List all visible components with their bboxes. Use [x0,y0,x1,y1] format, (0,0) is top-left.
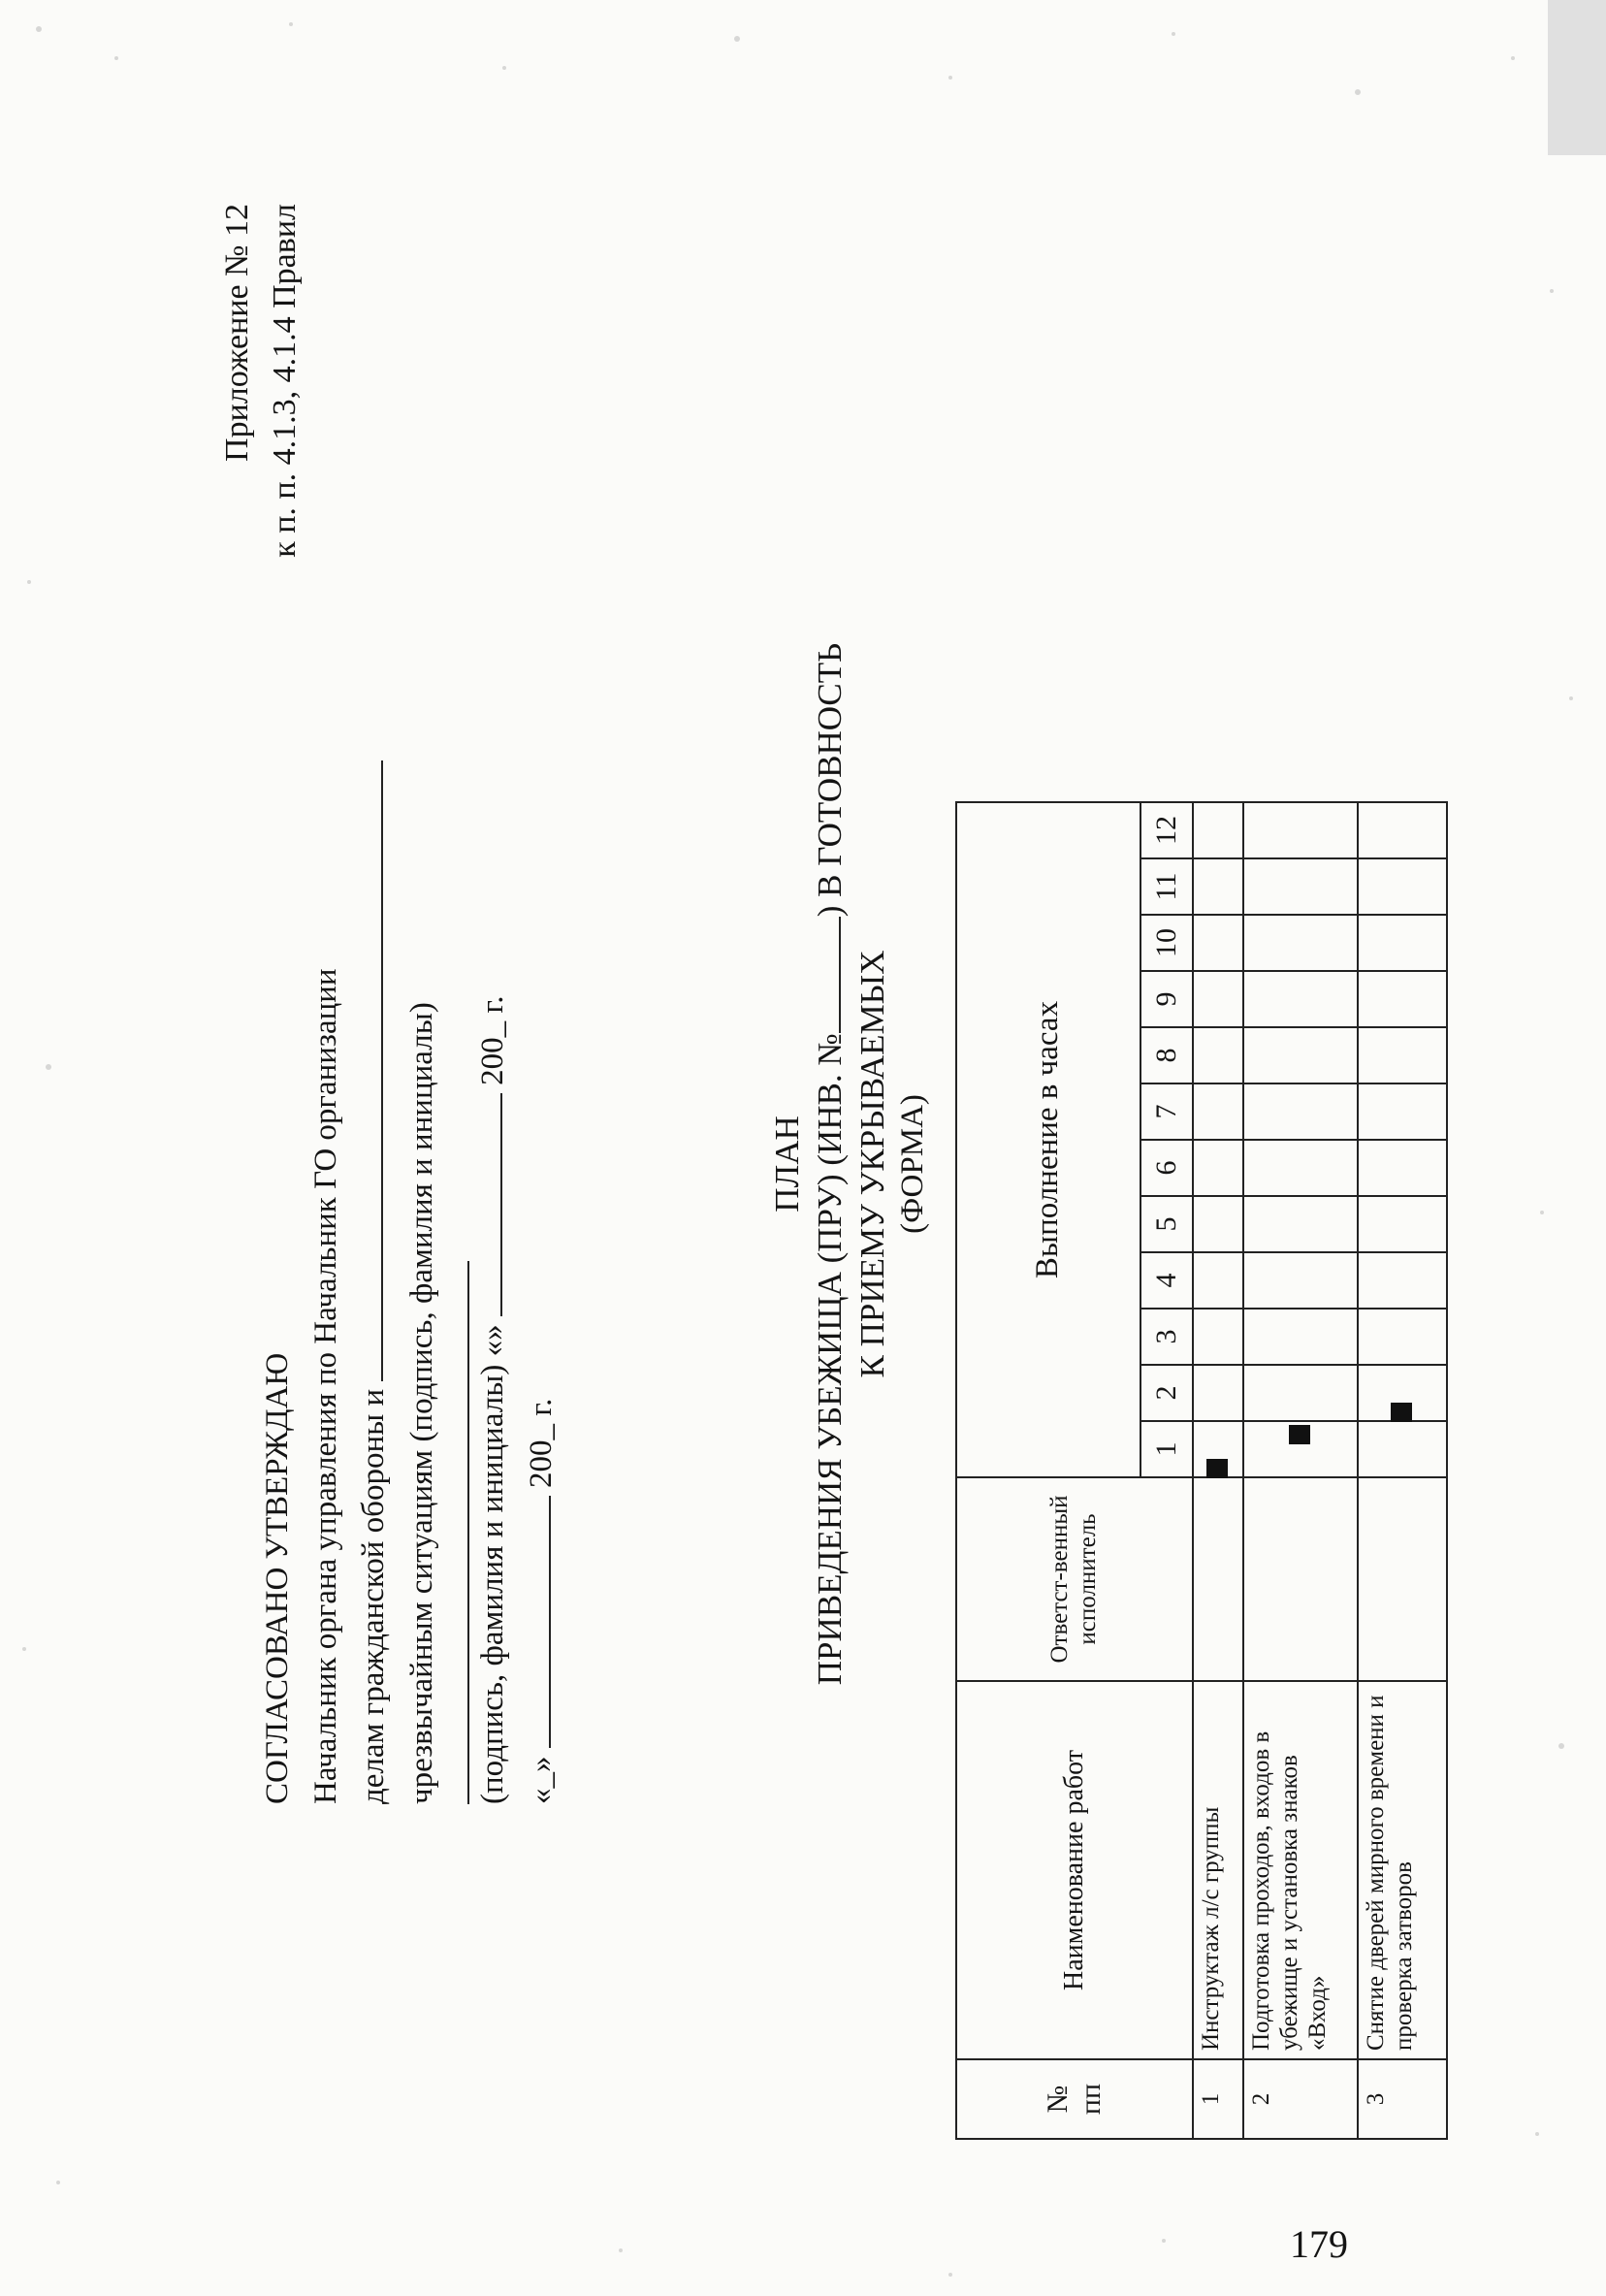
hour-slot [1358,802,1447,858]
hour-cell: 6 [1140,1140,1193,1196]
row-work-name: Подготовка проходов, входов в убежище и установка знаков «Вход» [1243,1681,1358,2059]
approval-line-3: чрезвычайным ситуациям (подпись, фамилия и инициалы) [403,1002,439,1804]
hour-slot [1358,1140,1447,1196]
hour-slot [1193,1252,1243,1309]
hour-slot [1193,1140,1243,1196]
hour-slot [1358,1196,1447,1252]
hour-slot [1193,802,1243,858]
hour-slot [1193,971,1243,1027]
row-responsible [1358,1477,1447,1681]
hour-slot [1193,1309,1243,1365]
hour-cell: 10 [1140,915,1193,971]
row-responsible [1193,1477,1243,1681]
hour-slot [1358,1309,1447,1365]
row-responsible [1243,1477,1358,1681]
approval-heading: СОГЛАСОВАНО УТВЕРЖДАЮ [260,1352,295,1804]
header-responsible: Ответст-венный исполнитель [956,1477,1193,1681]
hour-slot [1243,915,1358,971]
title-plan: ПЛАН [768,1116,806,1213]
title-line-2 [809,175,851,2153]
hour-slot [1358,971,1447,1027]
hour-slot [1243,1196,1358,1252]
page-number: 179 [1290,2222,1348,2266]
hour-slot [1243,1252,1358,1309]
hour-slot [1193,1196,1243,1252]
table-row [1358,802,1447,2139]
hour-slot [1193,915,1243,971]
hour-slot [1193,1365,1243,1421]
blank-field [473,1093,502,1316]
hour-cell: 3 [1140,1309,1193,1365]
row-work-name: Снятие дверей мирного времени и проверка затворов [1358,1681,1447,2059]
hour-cell: 7 [1140,1083,1193,1140]
row-work-name: Инструктаж л/с группы [1193,1681,1243,2059]
row-number: 1 [1193,2059,1243,2139]
hour-slot [1243,802,1358,858]
rotated-page [184,175,1503,2153]
hour-cell: 4 [1140,1252,1193,1309]
title-line-2b: ) В ГОТОВНОСТЬ [810,642,849,918]
header-hours: Выполнение в часах [956,802,1140,1477]
hour-slot [1243,1365,1358,1421]
year-label: 200_ г. [475,995,510,1085]
date-line [518,291,566,1804]
appendix-number: Приложение № 12 [219,204,255,462]
blank-field [354,760,383,1381]
hour-cell: 12 [1140,802,1193,858]
hour-cell: 2 [1140,1365,1193,1421]
row-number: 2 [1243,2059,1358,2139]
row-number: 3 [1358,2059,1447,2139]
hour-cell: 1 [1140,1421,1193,1477]
date-quotes: «_» [523,1756,559,1804]
gantt-bar [1289,1425,1310,1444]
header-number: № пп [956,2059,1193,2139]
hour-slot [1358,1083,1447,1140]
title-line-3: К ПРИЕМУ УКРЫВАЕМЫХ [852,950,891,1378]
hour-slot [1243,971,1358,1027]
hour-slot [1358,858,1447,915]
hour-cell: 9 [1140,971,1193,1027]
hour-slot [1358,1027,1447,1083]
approval-line-2 [350,291,399,1804]
signature-date-line [469,291,518,1804]
gantt-bar [1206,1459,1228,1478]
title-line-2a: ПРИВЕДЕНИЯ УБЕЖИЩА (ПРУ) (ИНВ. № [810,1033,849,1686]
hour-slot [1358,1421,1447,1477]
year-label: 200_ г. [523,1398,559,1488]
table-row [1243,802,1358,2139]
hour-slot [1358,1252,1447,1309]
hour-cell: 8 [1140,1027,1193,1083]
hour-slot [1358,915,1447,971]
quote-close: » [475,1324,510,1341]
hour-slot [1193,1083,1243,1140]
schedule-table [955,801,1448,2140]
header-work-name: Наименование работ [956,1681,1193,2059]
hour-cell: 11 [1140,858,1193,915]
blank-field [522,1496,551,1748]
document-title [766,175,934,2153]
hour-slot [1193,1027,1243,1083]
table-body [1193,802,1447,2139]
gantt-bar [1391,1403,1412,1422]
table-header-row [956,802,1140,2139]
approval-line-2-text: делам гражданской обороны и [356,1388,391,1804]
hour-slot [1243,1027,1358,1083]
hour-cell: 5 [1140,1196,1193,1252]
approval-line-1: Начальник органа управления по Начальник ГО организации [307,968,343,1804]
hour-slot [1193,858,1243,915]
hour-slot [1243,858,1358,915]
signature-label: (подпись, фамилия и инициалы) « [475,1340,510,1804]
hour-slot [1243,1140,1358,1196]
blank-field [812,917,841,1033]
hour-slot [1243,1083,1358,1140]
approval-block [254,291,565,1804]
appendix-reference: к п. п. 4.1.3, 4.1.4 Правил [267,204,304,558]
hour-slot [1243,1309,1358,1365]
title-form: (ФОРМА) [895,1094,931,1234]
